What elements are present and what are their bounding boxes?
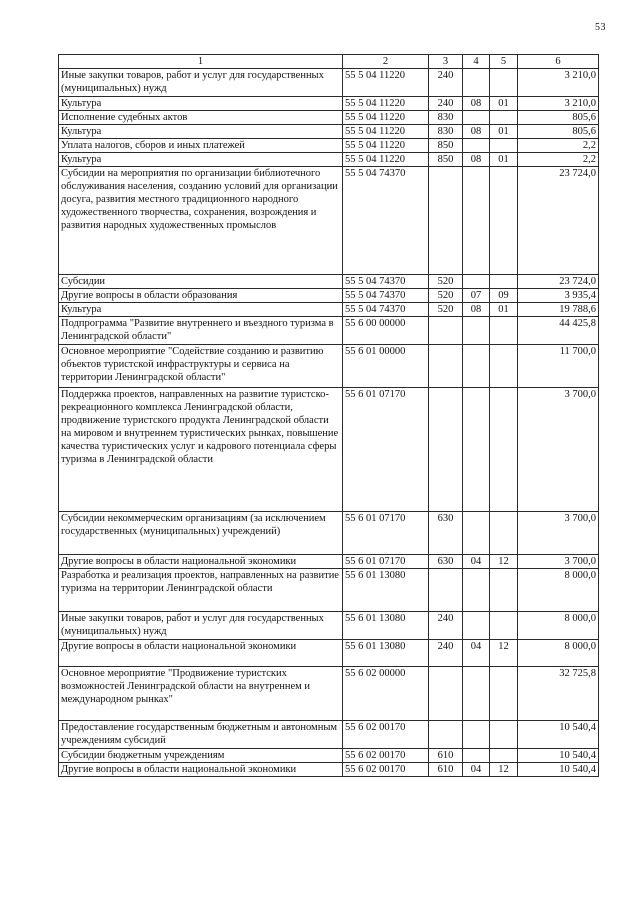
row-amount-cell: 10 540,4	[518, 749, 599, 763]
row-name-cell: Исполнение судебных актов	[59, 111, 343, 125]
row-subsection-cell	[490, 721, 518, 749]
table-row	[59, 167, 599, 275]
column-header-4: 4	[463, 55, 490, 69]
table-row	[59, 303, 599, 317]
row-code-cell: 55 5 04 74370	[343, 289, 429, 303]
table-row	[59, 69, 599, 97]
row-section-cell: 08	[463, 125, 490, 139]
table-row	[59, 749, 599, 763]
row-expense-type-cell: 830	[429, 111, 463, 125]
row-amount-cell: 3 210,0	[518, 97, 599, 111]
row-expense-type-cell	[429, 167, 463, 275]
row-amount-cell: 8 000,0	[518, 640, 599, 667]
row-expense-type-cell: 520	[429, 289, 463, 303]
row-section-cell	[463, 275, 490, 289]
row-name-cell: Другие вопросы в области национальной экономики	[59, 555, 343, 569]
row-section-cell: 04	[463, 763, 490, 777]
row-amount-cell: 3 700,0	[518, 388, 599, 512]
row-subsection-cell	[490, 69, 518, 97]
row-name-cell: Субсидии бюджетным учреждениям	[59, 749, 343, 763]
row-name-cell: Культура	[59, 303, 343, 317]
row-amount-cell: 3 935,4	[518, 289, 599, 303]
row-subsection-cell: 12	[490, 555, 518, 569]
table-row	[59, 111, 599, 125]
row-code-cell: 55 6 01 00000	[343, 345, 429, 388]
row-name-cell: Культура	[59, 125, 343, 139]
row-code-cell: 55 6 01 07170	[343, 388, 429, 512]
row-code-cell: 55 6 01 13080	[343, 569, 429, 612]
row-section-cell: 04	[463, 640, 490, 667]
row-amount-cell: 3 210,0	[518, 69, 599, 97]
row-name-cell: Поддержка проектов, направленных на развитие туристско-рекреационного комплекса Ленинградской области, продвижение туристского продукта Ленинградской области на мировом и внутреннем туристических рынках, повышение качества туристических услуг и кадрового потенциала сферы туризма в Ленинградской области	[59, 388, 343, 512]
row-code-cell: 55 6 01 07170	[343, 555, 429, 569]
row-name-cell: Субсидии	[59, 275, 343, 289]
row-section-cell	[463, 167, 490, 275]
row-section-cell: 07	[463, 289, 490, 303]
row-expense-type-cell: 610	[429, 749, 463, 763]
row-subsection-cell	[490, 139, 518, 153]
row-expense-type-cell: 610	[429, 763, 463, 777]
row-section-cell	[463, 612, 490, 640]
row-name-cell: Подпрограмма "Развитие внутреннего и въездного туризма в Ленинградской области"	[59, 317, 343, 345]
table-row	[59, 569, 599, 612]
row-section-cell	[463, 139, 490, 153]
row-expense-type-cell: 240	[429, 640, 463, 667]
row-amount-cell: 19 788,6	[518, 303, 599, 317]
row-code-cell: 55 6 02 00000	[343, 667, 429, 721]
row-amount-cell: 3 700,0	[518, 555, 599, 569]
table-row	[59, 763, 599, 777]
table-row	[59, 612, 599, 640]
row-code-cell: 55 5 04 74370	[343, 167, 429, 275]
row-expense-type-cell: 630	[429, 555, 463, 569]
row-amount-cell: 805,6	[518, 111, 599, 125]
row-code-cell: 55 5 04 74370	[343, 275, 429, 289]
row-amount-cell: 10 540,4	[518, 763, 599, 777]
row-name-cell: Другие вопросы в области образования	[59, 289, 343, 303]
row-code-cell: 55 5 04 11220	[343, 153, 429, 167]
row-subsection-cell	[490, 317, 518, 345]
row-section-cell: 08	[463, 153, 490, 167]
row-code-cell: 55 6 02 00170	[343, 763, 429, 777]
column-header-5: 5	[490, 55, 518, 69]
row-expense-type-cell: 240	[429, 612, 463, 640]
row-name-cell: Предоставление государственным бюджетным и автономным учреждениям субсидий	[59, 721, 343, 749]
row-expense-type-cell: 520	[429, 275, 463, 289]
row-expense-type-cell	[429, 667, 463, 721]
row-amount-cell: 8 000,0	[518, 612, 599, 640]
table-row	[59, 275, 599, 289]
row-section-cell	[463, 345, 490, 388]
row-section-cell: 04	[463, 555, 490, 569]
row-subsection-cell	[490, 749, 518, 763]
table-row	[59, 97, 599, 111]
row-amount-cell: 32 725,8	[518, 667, 599, 721]
row-subsection-cell: 01	[490, 125, 518, 139]
row-subsection-cell	[490, 345, 518, 388]
row-name-cell: Субсидии на мероприятия по организации библиотечного обслуживания населения, созданию условий для организации досуга, развития местного традиционного народного художественного творчества, сохранения, возрождения и развития народных художественных промыслов	[59, 167, 343, 275]
row-amount-cell: 2,2	[518, 139, 599, 153]
page-number: 53	[595, 22, 606, 33]
row-name-cell: Иные закупки товаров, работ и услуг для государственных (муниципальных) нужд	[59, 612, 343, 640]
row-expense-type-cell: 630	[429, 512, 463, 555]
header-row	[59, 55, 599, 69]
table-row	[59, 289, 599, 303]
table-row	[59, 555, 599, 569]
row-expense-type-cell: 850	[429, 153, 463, 167]
budget-table	[58, 54, 599, 777]
row-code-cell: 55 5 04 11220	[343, 111, 429, 125]
row-amount-cell: 23 724,0	[518, 275, 599, 289]
row-code-cell: 55 6 01 07170	[343, 512, 429, 555]
row-subsection-cell: 01	[490, 97, 518, 111]
row-expense-type-cell: 240	[429, 69, 463, 97]
row-name-cell: Иные закупки товаров, работ и услуг для государственных (муниципальных) нужд	[59, 69, 343, 97]
row-amount-cell: 2,2	[518, 153, 599, 167]
row-amount-cell: 11 700,0	[518, 345, 599, 388]
row-section-cell	[463, 667, 490, 721]
row-subsection-cell: 01	[490, 303, 518, 317]
row-code-cell: 55 5 04 11220	[343, 139, 429, 153]
table-header	[59, 55, 599, 69]
row-section-cell	[463, 512, 490, 555]
table-row	[59, 512, 599, 555]
column-header-3: 3	[429, 55, 463, 69]
row-subsection-cell	[490, 275, 518, 289]
row-subsection-cell: 09	[490, 289, 518, 303]
row-code-cell: 55 5 04 11220	[343, 69, 429, 97]
row-subsection-cell: 12	[490, 763, 518, 777]
table-row	[59, 667, 599, 721]
row-section-cell	[463, 111, 490, 125]
row-subsection-cell	[490, 388, 518, 512]
row-name-cell: Другие вопросы в области национальной экономики	[59, 640, 343, 667]
row-code-cell: 55 6 01 13080	[343, 640, 429, 667]
table-row	[59, 153, 599, 167]
table-row	[59, 388, 599, 512]
row-code-cell: 55 6 02 00170	[343, 749, 429, 763]
row-subsection-cell	[490, 512, 518, 555]
table-row	[59, 139, 599, 153]
column-header-1: 1	[59, 55, 343, 69]
column-header-6: 6	[518, 55, 599, 69]
table-row	[59, 345, 599, 388]
row-expense-type-cell: 240	[429, 97, 463, 111]
table-row	[59, 721, 599, 749]
row-subsection-cell	[490, 667, 518, 721]
column-header-2: 2	[343, 55, 429, 69]
row-section-cell	[463, 388, 490, 512]
row-code-cell: 55 5 04 11220	[343, 125, 429, 139]
row-expense-type-cell	[429, 317, 463, 345]
row-expense-type-cell	[429, 569, 463, 612]
row-name-cell: Основное мероприятие "Продвижение туристских возможностей Ленинградской области на внутреннем и международном рынках"	[59, 667, 343, 721]
row-expense-type-cell	[429, 388, 463, 512]
row-subsection-cell: 01	[490, 153, 518, 167]
row-amount-cell: 805,6	[518, 125, 599, 139]
table-row	[59, 317, 599, 345]
row-section-cell: 08	[463, 97, 490, 111]
row-code-cell: 55 5 04 74370	[343, 303, 429, 317]
row-amount-cell: 10 540,4	[518, 721, 599, 749]
row-amount-cell: 3 700,0	[518, 512, 599, 555]
table-row	[59, 640, 599, 667]
table-row	[59, 125, 599, 139]
row-name-cell: Культура	[59, 153, 343, 167]
row-section-cell	[463, 69, 490, 97]
table-body	[59, 69, 599, 777]
row-code-cell: 55 6 00 00000	[343, 317, 429, 345]
row-expense-type-cell	[429, 345, 463, 388]
row-expense-type-cell: 830	[429, 125, 463, 139]
row-section-cell	[463, 749, 490, 763]
row-section-cell	[463, 317, 490, 345]
row-name-cell: Разработка и реализация проектов, направленных на развитие туризма на территории Ленинградской области	[59, 569, 343, 612]
row-expense-type-cell: 520	[429, 303, 463, 317]
row-amount-cell: 44 425,8	[518, 317, 599, 345]
row-amount-cell: 23 724,0	[518, 167, 599, 275]
row-name-cell: Субсидии некоммерческим организациям (за исключением государственных (муниципальных) учреждений)	[59, 512, 343, 555]
row-subsection-cell	[490, 569, 518, 612]
row-name-cell: Основное мероприятие "Содействие созданию и развитию объектов туристской инфраструктуры и сервиса на территории Ленинградской области"	[59, 345, 343, 388]
row-section-cell	[463, 569, 490, 612]
row-code-cell: 55 6 02 00170	[343, 721, 429, 749]
row-subsection-cell	[490, 612, 518, 640]
row-subsection-cell	[490, 167, 518, 275]
row-expense-type-cell: 850	[429, 139, 463, 153]
row-subsection-cell	[490, 111, 518, 125]
row-expense-type-cell	[429, 721, 463, 749]
row-section-cell	[463, 721, 490, 749]
row-name-cell: Другие вопросы в области национальной экономики	[59, 763, 343, 777]
row-amount-cell: 8 000,0	[518, 569, 599, 612]
row-code-cell: 55 6 01 13080	[343, 612, 429, 640]
row-name-cell: Культура	[59, 97, 343, 111]
row-code-cell: 55 5 04 11220	[343, 97, 429, 111]
row-subsection-cell: 12	[490, 640, 518, 667]
row-section-cell: 08	[463, 303, 490, 317]
row-name-cell: Уплата налогов, сборов и иных платежей	[59, 139, 343, 153]
